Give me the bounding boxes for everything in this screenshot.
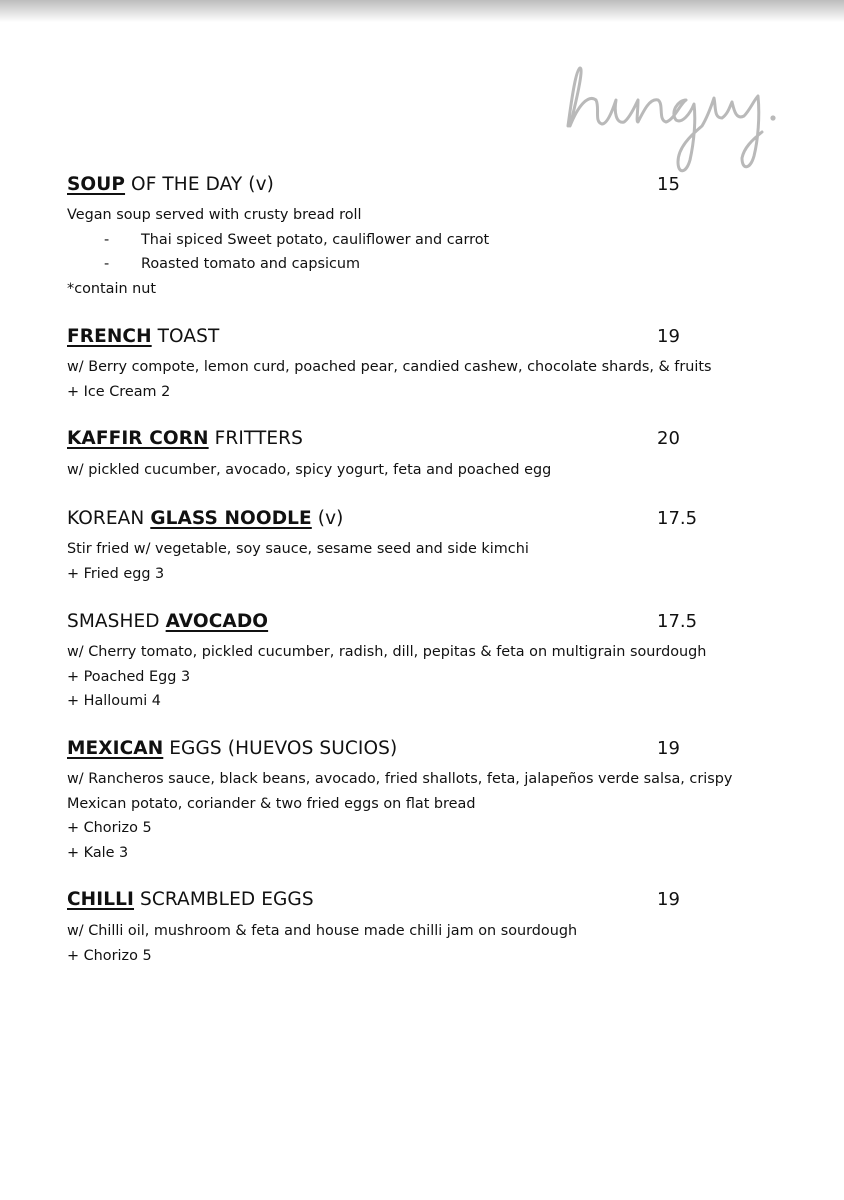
title-highlight: MEXICAN [67, 738, 164, 759]
item-price: 17.5 [657, 611, 698, 632]
title-highlight: KAFFIR CORN [67, 428, 209, 449]
item-title [67, 611, 268, 632]
item-price: 17.5 [657, 508, 698, 529]
title-prefix: SMASHED [67, 611, 166, 632]
title-highlight: FRENCH [67, 326, 152, 347]
extra-line: + Halloumi 4 [67, 693, 161, 709]
option-text: Thai spiced Sweet potato, cauliflower and carrot [141, 231, 490, 248]
item-title [67, 508, 343, 529]
extra-line: + Poached Egg 3 [67, 668, 191, 685]
description-line: w/ Berry compote, lemon curd, poached pear, candied cashew, chocolate shards, & fruits [67, 359, 712, 375]
item-description [67, 919, 807, 968]
item-title [67, 738, 397, 759]
item-description [67, 640, 807, 714]
item-price: 19 [657, 889, 680, 910]
title-highlight: SOUP [67, 174, 126, 195]
item-description [67, 458, 807, 483]
soup-option [67, 252, 807, 277]
title-rest: SCRAMBLED EGGS [134, 889, 314, 910]
description-line: w/ Chilli oil, mushroom & feta and house made chilli jam on sourdough [67, 923, 578, 939]
item-title [67, 428, 303, 449]
title-rest: (v) [311, 508, 344, 529]
title-highlight: GLASS NOODLE [150, 508, 312, 529]
item-title [67, 326, 219, 347]
item-description [67, 203, 807, 301]
item-title [67, 174, 274, 195]
description-line: w/ pickled cucumber, avocado, spicy yogurt, feta and poached egg [67, 462, 552, 478]
item-price: 19 [657, 738, 680, 759]
item-description [67, 537, 807, 586]
description-line: w/ Rancheros sauce, black beans, avocado, fried shallots, feta, jalapeños verde salsa, crispy [67, 771, 733, 787]
soup-option [67, 228, 807, 253]
description-line: Mexican potato, coriander & two fried eggs on flat bread [67, 795, 476, 812]
extra-line: + Ice Cream 2 [67, 383, 171, 400]
extra-line: + Kale 3 [67, 844, 129, 861]
title-highlight: CHILLI [67, 889, 135, 910]
title-rest: TOAST [151, 326, 220, 347]
description-line: Stir fried w/ vegetable, soy sauce, sesame seed and side kimchi [67, 541, 529, 557]
title-rest: EGGS (HUEVOS SUCIOS) [163, 738, 398, 759]
dash-bullet: - [104, 256, 110, 272]
item-price: 20 [657, 428, 680, 449]
title-rest: OF THE DAY (v) [125, 174, 274, 195]
hungry-script-logo [558, 56, 788, 180]
dash-bullet: - [104, 231, 110, 248]
title-prefix: KOREAN [67, 508, 151, 529]
item-price: 19 [657, 326, 680, 347]
item-description [67, 767, 807, 865]
description-line: Vegan soup served with crusty bread roll [67, 207, 362, 223]
item-description [67, 355, 807, 404]
extra-line: + Chorizo 5 [67, 820, 152, 836]
item-price: 15 [657, 174, 680, 195]
note-line: *contain nut [67, 280, 157, 297]
title-rest: FRITTERS [208, 428, 303, 449]
option-text: Roasted tomato and capsicum [141, 256, 361, 272]
extra-line: + Chorizo 5 [67, 947, 152, 964]
top-shadow [0, 0, 844, 22]
title-highlight: AVOCADO [165, 611, 269, 632]
extra-line: + Fried egg 3 [67, 565, 165, 582]
item-title [67, 889, 314, 910]
description-line: w/ Cherry tomato, pickled cucumber, radish, dill, pepitas & feta on multigrain sourdough [67, 644, 707, 660]
